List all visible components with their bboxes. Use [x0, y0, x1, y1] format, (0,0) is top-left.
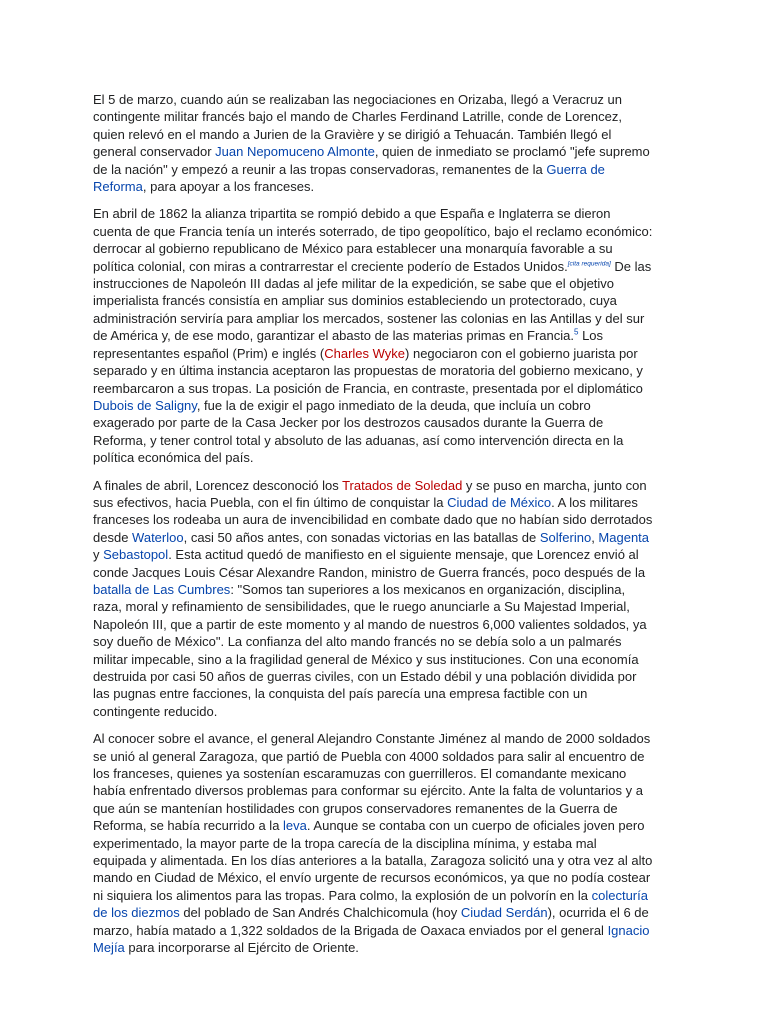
text-run: Al conocer sobre el avance, el general Alejandro Constante Jiménez al mando de 2000 soldados se unió al general Zaragoza, que partió de Puebla con 4000 soldados para salir al encuentro de los franceses, quienes ya sostenían escaramuzas con guerrilleros. El comandante mexicano había enfrentado diversos problemas para conformar su ejército. Ante la falta de voluntarios y a que aún se mantenían hostilidades con grupos conservadores remanentes de la Guerra de Reforma, se había recurrido a la: [93, 731, 651, 834]
text-run: , casi 50 años antes, con sonadas victorias en las batallas de: [183, 529, 540, 545]
link-magenta[interactable]: Magenta: [598, 529, 650, 545]
link-ignacio-mejia[interactable]: Ignacio Mejía: [93, 922, 650, 956]
text-run: De las instrucciones de Napoleón III dadas al jefe militar de la expedición, se sabe que el objetivo imperialista francés consistía en ampliar sus dominios estableciendo un protectorado, cuya administración serviría para ampliar los mercados, sostener las colonias en las Antillas y del sur de América y, de ese modo, garantizar el abasto de las materias primas en Francia.: [93, 258, 652, 344]
text-run: , para apoyar a los franceses.: [142, 179, 315, 195]
paragraph-2: [93, 205, 653, 466]
text-run: ) negociaron con el gobierno juarista por separado y en última instancia aceptaron las propuestas de moratoria del gobierno mexicano, y reembarcaron a sus tropas. La posición de Francia, en contraste, presentada por el diplomático: [93, 345, 643, 396]
link-leva[interactable]: leva: [283, 818, 307, 834]
text-run: ,: [591, 529, 599, 545]
reference-number[interactable]: 5: [574, 327, 579, 337]
article-body: [93, 91, 653, 967]
link-solferino[interactable]: Solferino: [539, 529, 592, 545]
link-charles-wyke[interactable]: Charles Wyke: [324, 345, 406, 361]
link-tratados-de-soledad[interactable]: Tratados de Soledad: [342, 477, 463, 493]
text-run: El 5 de marzo, cuando aún se realizaban las negociaciones en Orizaba, llegó a Veracruz un contingente militar francés bajo el mando de Charles Ferdinand Latrille, conde de Lorencez, quien relevó en el mando a Jurien de la Gravière y se dirigió a Tehuacán. También llegó el general conservador: [93, 92, 622, 160]
text-run: : "Somos tan superiores a los mexicanos en organización, disciplina, raza, moral y refinamiento de sensibilidades, que le ruego anunciarle a Su Majestad Imperial, Napoleón III, que a partir de este momento y al mando de nuestros 6,000 valientes soldados, ya soy dueño de México". La confianza del alto mando francés no se debía solo a un palmarés militar impecable, sino a la fragilidad general de México y sus instituciones. Con una economía destruida por casi 50 años de guerras civiles, con un Estado débil y una población dividida por las pugnas entre facciones, la conquista del país parecía una empresa factible con un contingente reducido.: [93, 581, 647, 719]
link-ciudad-serdan[interactable]: Ciudad Serdán: [460, 905, 548, 921]
link-colecturia-de-los-diezmos[interactable]: colecturía de los diezmos: [93, 887, 648, 921]
text-run: En abril de 1862 la alianza tripartita se rompió debido a que España e Inglaterra se dieron cuenta de que Francia tenía un interés soterrado, de tipo geopolítico, bajo el reclamo económico: derrocar al gobierno republicano de México para establecer una monarquía favorable a su política colonial, con miras a contrarrestar el creciente poderío de Estados Unidos.: [93, 206, 653, 274]
link-sebastopol[interactable]: Sebastopol: [103, 547, 169, 563]
text-run: . Aunque se contaba con un cuerpo de oficiales joven pero experimentado, la mayor parte de la tropa carecía de la disciplina mínima, y estaba mal equipada y alimentada. En los días anteriores a la batalla, Zaragoza solicitó una y otra vez al alto mando en Ciudad de México, el envío urgente de recursos económicos, ya que no podía costear ni siquiera los alimentos para las tropas. Para colmo, la explosión de un polvorín en la: [93, 818, 653, 903]
paragraph-3: [93, 477, 653, 721]
link-dubois-de-saligny[interactable]: Dubois de Saligny: [93, 397, 197, 413]
text-run: . A los militares franceses los rodeaba un aura de invencibilidad en combate dado que no habían sido derrotados desde: [93, 494, 653, 545]
text-run: . Esta actitud quedó de manifiesto en el siguiente mensaje, que Lorencez envió al conde Jacques Louis César Alexandre Randon, ministro de Guerra francés, poco después de la: [93, 547, 646, 580]
link-guerra-de-reforma[interactable]: Guerra de Reforma: [93, 161, 605, 195]
text-run: ), ocurrida el 6 de marzo, había matado a 1,322 soldados de la Brigada de Oaxaca enviados por el general: [93, 905, 649, 938]
text-run: y se puso en marcha, junto con sus efectivos, hacia Puebla, con el fin último de conquistar la: [93, 477, 647, 510]
text-run: del poblado de San Andrés Chalchicomula (hoy: [179, 905, 461, 921]
text-run: y: [93, 547, 104, 563]
text-run: para incorporarse al Ejército de Oriente.: [124, 940, 359, 956]
link-juan-nepomuceno-almonte[interactable]: Juan Nepomuceno Almonte: [215, 144, 375, 160]
text-run: , quien de inmediato se proclamó "jefe supremo de la nación" y empezó a reunir a las tropas conservadoras, remanentes de la: [93, 144, 650, 177]
paragraph-4: [93, 730, 653, 956]
link-batalla-de-las-cumbres[interactable]: batalla de Las Cumbres: [93, 581, 231, 597]
citation-needed-link[interactable]: [cita requerida]: [567, 260, 611, 268]
link-waterloo[interactable]: Waterloo: [132, 529, 184, 545]
link-ciudad-de-mexico[interactable]: Ciudad de México: [447, 494, 552, 510]
text-run: A finales de abril, Lorencez desconoció los: [93, 477, 343, 493]
paragraph-1: [93, 91, 653, 195]
text-run: , fue la de exigir el pago inmediato de la deuda, que incluía un cobro exagerado por parte de la Casa Jecker por los destrozos causados durante la Guerra de Reforma, y tener control total y absoluto de las aduanas, así como intervención directa en la política económica del país.: [93, 397, 624, 466]
text-run: Los representantes español (Prim) e inglés (: [93, 328, 604, 361]
